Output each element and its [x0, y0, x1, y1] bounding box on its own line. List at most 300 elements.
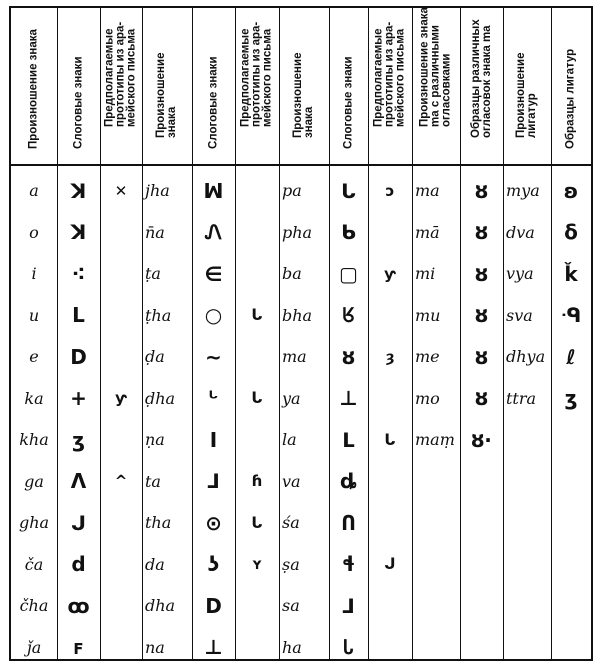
- glyph-cell: [368, 585, 412, 627]
- glyph-cell: [100, 212, 142, 254]
- pronunciation-text: sva: [506, 305, 533, 325]
- glyph-cell: [100, 378, 142, 420]
- column-divider: [279, 8, 280, 659]
- glyph-cell: [329, 627, 368, 669]
- pronunciation-text: kha: [19, 430, 49, 450]
- pronunciation-cell: [142, 212, 192, 254]
- glyph-text: Ո: [341, 510, 356, 535]
- table-row: [11, 253, 591, 295]
- pronunciation-text: śa: [282, 513, 300, 533]
- pronunciation-cell: [503, 378, 551, 420]
- pronunciation-text: pha: [282, 222, 313, 242]
- glyph-cell: [329, 419, 368, 461]
- glyph-cell: [235, 461, 279, 503]
- glyph-cell: [460, 461, 503, 503]
- glyph-text: ƴ: [115, 389, 127, 408]
- glyph-text: ꓘ: [70, 220, 87, 245]
- glyph-text: ᒪ: [342, 427, 355, 452]
- glyph-text: ʏ: [251, 555, 263, 574]
- pronunciation-cell: [11, 336, 57, 378]
- header-label: Слоговые знаки: [207, 56, 219, 149]
- pronunciation-cell: [503, 544, 551, 586]
- pronunciation-text: sa: [282, 596, 300, 616]
- header-label: Произношение лигатур: [515, 52, 538, 138]
- pronunciation-cell: [11, 419, 57, 461]
- glyph-text: ⊥: [339, 386, 358, 411]
- column-divider: [412, 8, 413, 659]
- glyph-cell: [57, 336, 100, 378]
- pronunciation-text: ča: [24, 554, 44, 574]
- glyph-cell: [57, 253, 100, 295]
- glyph-text: ȝ: [385, 347, 395, 366]
- glyph-cell: [368, 336, 412, 378]
- glyph-text: +: [70, 386, 87, 411]
- pronunciation-cell: [412, 295, 460, 337]
- pronunciation-text: da: [145, 554, 165, 574]
- pronunciation-text: tha: [145, 513, 172, 533]
- glyph-cell: [460, 627, 503, 669]
- glyph-cell: [57, 378, 100, 420]
- pronunciation-cell: [142, 502, 192, 544]
- pronunciation-text: ṭa: [145, 264, 161, 284]
- glyph-cell: [57, 461, 100, 503]
- pronunciation-cell: [503, 295, 551, 337]
- header-cell: [11, 8, 57, 164]
- header-cell: [100, 8, 142, 164]
- pronunciation-cell: [142, 544, 192, 586]
- glyph-cell: [192, 544, 235, 586]
- glyph-text: ℓ: [566, 344, 576, 369]
- glyph-text: ꟽ: [203, 178, 224, 203]
- glyph-cell: [329, 295, 368, 337]
- glyph-text: ʒ: [564, 386, 578, 411]
- pronunciation-cell: [503, 170, 551, 212]
- glyph-text: ᒐ: [251, 389, 263, 408]
- header-label: Произношение знака ma с различными огласовками: [418, 7, 453, 127]
- pronunciation-cell: [279, 336, 329, 378]
- glyph-text: ᒐ: [251, 306, 263, 325]
- column-divider: [503, 8, 504, 659]
- glyph-text: ᒡ: [208, 386, 219, 411]
- glyph-text: ȣ: [474, 303, 489, 328]
- pronunciation-cell: [412, 170, 460, 212]
- pronunciation-text: va: [282, 471, 301, 491]
- pronunciation-text: ta: [145, 471, 161, 491]
- pronunciation-text: ba: [282, 264, 302, 284]
- table-row: [11, 212, 591, 254]
- pronunciation-text: jha: [145, 181, 170, 201]
- glyph-cell: [551, 336, 591, 378]
- glyph-text: ȣ: [474, 220, 489, 245]
- glyph-text: ȣ: [341, 344, 356, 369]
- glyph-text: Ꮣ: [343, 635, 354, 660]
- glyph-cell: [100, 419, 142, 461]
- pronunciation-cell: [142, 378, 192, 420]
- glyph-text: ✕: [114, 181, 128, 200]
- pronunciation-cell: [279, 212, 329, 254]
- glyph-text: ʒ: [72, 427, 85, 452]
- glyph-text: ᒍ: [71, 510, 86, 535]
- glyph-text: ∼: [205, 344, 222, 369]
- pronunciation-text: mya: [506, 181, 540, 201]
- glyph-text: ᒐ: [384, 430, 396, 449]
- header-label: Образцы различных огласовок знака ma: [469, 19, 493, 138]
- table-row: [11, 170, 591, 212]
- pronunciation-cell: [503, 253, 551, 295]
- glyph-text: ᒍ: [384, 555, 396, 574]
- pronunciation-text: ya: [282, 388, 301, 408]
- header-cell: [142, 8, 192, 164]
- pronunciation-text: ma: [282, 347, 307, 367]
- glyph-text: D: [205, 593, 222, 618]
- pronunciation-cell: [279, 627, 329, 669]
- header-label: Произношение знака: [292, 52, 315, 138]
- pronunciation-text: maṃ: [415, 430, 455, 450]
- column-divider: [329, 8, 330, 659]
- pronunciation-text: ḍha: [145, 388, 176, 408]
- glyph-cell: [192, 253, 235, 295]
- glyph-cell: [329, 253, 368, 295]
- glyph-cell: [100, 627, 142, 669]
- glyph-text: D: [70, 344, 87, 369]
- glyph-text: ƴ: [384, 264, 396, 283]
- glyph-cell: [192, 378, 235, 420]
- pronunciation-cell: [11, 295, 57, 337]
- pronunciation-cell: [142, 585, 192, 627]
- header-label: Слоговые знаки: [72, 56, 84, 149]
- column-divider: [460, 8, 461, 659]
- pronunciation-text: bha: [282, 305, 313, 325]
- header-cell: [57, 8, 100, 164]
- pronunciation-cell: [412, 378, 460, 420]
- glyph-cell: [368, 627, 412, 669]
- header-label: Предполагаемые прототипы из ара- мейского письма: [372, 21, 407, 127]
- glyph-cell: [100, 461, 142, 503]
- glyph-cell: [460, 253, 503, 295]
- pronunciation-cell: [412, 336, 460, 378]
- pronunciation-cell: [412, 419, 460, 461]
- glyph-text: ɔ: [385, 181, 395, 200]
- pronunciation-text: ṇa: [145, 430, 165, 450]
- glyph-cell: [329, 461, 368, 503]
- pronunciation-cell: [412, 502, 460, 544]
- table-row: [11, 336, 591, 378]
- glyph-cell: [235, 419, 279, 461]
- glyph-cell: [57, 585, 100, 627]
- glyph-text: Λ: [70, 469, 87, 494]
- glyph-cell: [329, 336, 368, 378]
- glyph-cell: [235, 295, 279, 337]
- column-divider: [142, 8, 143, 659]
- glyph-cell: [100, 170, 142, 212]
- glyph-text: ȣ: [474, 344, 489, 369]
- glyph-cell: [57, 170, 100, 212]
- glyph-cell: [551, 419, 591, 461]
- pronunciation-cell: [503, 336, 551, 378]
- pronunciation-cell: [142, 336, 192, 378]
- glyph-cell: [368, 502, 412, 544]
- glyph-text: I: [209, 427, 218, 452]
- glyph-cell: [235, 253, 279, 295]
- glyph-cell: [57, 212, 100, 254]
- pronunciation-cell: [279, 295, 329, 337]
- glyph-cell: [368, 544, 412, 586]
- pronunciation-text: vya: [506, 264, 534, 284]
- glyph-text: ⁖: [71, 261, 86, 286]
- glyph-cell: [460, 212, 503, 254]
- glyph-cell: [100, 502, 142, 544]
- glyph-cell: [192, 502, 235, 544]
- glyph-cell: [192, 585, 235, 627]
- header-label: Слоговые знаки: [342, 56, 354, 149]
- pronunciation-cell: [11, 627, 57, 669]
- pronunciation-cell: [142, 461, 192, 503]
- column-divider: [57, 8, 58, 659]
- glyph-text: ʖ: [207, 552, 220, 577]
- glyph-text: ∈: [204, 261, 223, 286]
- glyph-text: δ: [564, 220, 578, 245]
- glyph-cell: [551, 378, 591, 420]
- glyph-cell: [368, 419, 412, 461]
- glyph-cell: [460, 378, 503, 420]
- pronunciation-text: o: [29, 222, 39, 242]
- glyph-cell: [235, 170, 279, 212]
- glyph-cell: [57, 544, 100, 586]
- glyph-cell: [192, 336, 235, 378]
- pronunciation-text: me: [415, 347, 440, 367]
- header-cell: [368, 8, 412, 164]
- pronunciation-text: ǰa: [26, 637, 42, 657]
- pronunciation-cell: [11, 212, 57, 254]
- glyph-cell: [551, 627, 591, 669]
- glyph-cell: [368, 461, 412, 503]
- pronunciation-cell: [503, 419, 551, 461]
- table-row: [11, 627, 591, 669]
- pronunciation-cell: [503, 627, 551, 669]
- glyph-cell: [368, 378, 412, 420]
- glyph-cell: [551, 170, 591, 212]
- glyph-cell: [460, 295, 503, 337]
- pronunciation-text: mu: [415, 305, 441, 325]
- pronunciation-cell: [142, 627, 192, 669]
- glyph-cell: [100, 585, 142, 627]
- table-row: [11, 544, 591, 586]
- pronunciation-text: ka: [24, 388, 44, 408]
- glyph-cell: [460, 585, 503, 627]
- glyph-text: ᑲ: [341, 220, 356, 245]
- pronunciation-cell: [503, 212, 551, 254]
- table-row: [11, 585, 591, 627]
- table-header: [11, 8, 591, 166]
- glyph-cell: [235, 585, 279, 627]
- pronunciation-cell: [279, 461, 329, 503]
- glyph-cell: [329, 212, 368, 254]
- header-cell: [503, 8, 551, 164]
- pronunciation-cell: [279, 419, 329, 461]
- glyph-cell: [235, 627, 279, 669]
- pronunciation-text: mā: [415, 222, 440, 242]
- glyph-text: ▢: [339, 261, 358, 286]
- pronunciation-text: u: [28, 305, 40, 325]
- pronunciation-cell: [11, 585, 57, 627]
- glyph-cell: [460, 502, 503, 544]
- pronunciation-text: i: [31, 264, 37, 284]
- column-divider: [100, 8, 101, 659]
- pronunciation-cell: [279, 502, 329, 544]
- table-row: [11, 378, 591, 420]
- glyph-text: L: [72, 303, 85, 328]
- header-cell: [551, 8, 591, 164]
- glyph-text: ᒧ: [207, 469, 220, 494]
- glyph-cell: [192, 212, 235, 254]
- glyph-text: ȣ: [474, 178, 489, 203]
- pronunciation-text: ga: [24, 471, 44, 491]
- header-cell: [192, 8, 235, 164]
- glyph-text: ᖉ: [342, 303, 355, 328]
- glyph-text: ᒧ: [342, 593, 355, 618]
- glyph-cell: [460, 336, 503, 378]
- glyph-cell: [57, 295, 100, 337]
- pronunciation-cell: [142, 295, 192, 337]
- header-cell: [279, 8, 329, 164]
- header-cell: [329, 8, 368, 164]
- pronunciation-cell: [279, 585, 329, 627]
- header-label: Произношение знака: [27, 29, 40, 149]
- pronunciation-text: na: [145, 637, 165, 657]
- glyph-cell: [235, 502, 279, 544]
- glyph-text: ⊙: [205, 510, 222, 535]
- glyph-cell: [329, 170, 368, 212]
- glyph-cell: [329, 544, 368, 586]
- pronunciation-text: a: [29, 181, 39, 201]
- glyph-cell: [57, 627, 100, 669]
- glyph-text: ꜰ: [72, 635, 85, 660]
- glyph-cell: [235, 336, 279, 378]
- pronunciation-cell: [412, 212, 460, 254]
- glyph-cell: [368, 212, 412, 254]
- glyph-text: ꓘ: [70, 178, 87, 203]
- glyph-cell: [460, 419, 503, 461]
- glyph-text: ⊥: [204, 635, 223, 660]
- glyph-text: ɬ: [341, 552, 356, 577]
- glyph-text: ᒐ: [341, 178, 356, 203]
- pronunciation-text: dhya: [506, 347, 546, 367]
- table-row: [11, 419, 591, 461]
- column-divider: [235, 8, 236, 659]
- header-cell: [235, 8, 279, 164]
- glyph-cell: [100, 544, 142, 586]
- pronunciation-cell: [11, 461, 57, 503]
- pronunciation-text: e: [29, 347, 39, 367]
- pronunciation-cell: [11, 253, 57, 295]
- pronunciation-text: pa: [282, 181, 302, 201]
- sign-table: [9, 6, 593, 661]
- pronunciation-cell: [11, 378, 57, 420]
- pronunciation-cell: [279, 544, 329, 586]
- glyph-cell: [235, 212, 279, 254]
- glyph-text: ʚ: [563, 178, 579, 203]
- pronunciation-text: mi: [415, 264, 436, 284]
- pronunciation-cell: [412, 544, 460, 586]
- pronunciation-cell: [412, 585, 460, 627]
- glyph-cell: [460, 544, 503, 586]
- glyph-text: d: [71, 552, 86, 577]
- glyph-cell: [192, 419, 235, 461]
- header-cell: [412, 8, 460, 164]
- pronunciation-text: ttra: [506, 388, 537, 408]
- pronunciation-cell: [279, 253, 329, 295]
- glyph-cell: [192, 170, 235, 212]
- pronunciation-cell: [503, 461, 551, 503]
- glyph-cell: [57, 419, 100, 461]
- glyph-text: Ꮑ: [205, 220, 222, 245]
- header-label: Предполагаемые прототипы из ара- мейского письма: [103, 21, 138, 127]
- pronunciation-text: dha: [145, 596, 176, 616]
- glyph-text: ȣ: [474, 261, 489, 286]
- glyph-text: ᑴ: [560, 303, 582, 328]
- glyph-text: ȡ: [339, 469, 358, 494]
- glyph-text: ɦ: [251, 472, 263, 491]
- glyph-text: ǩ: [564, 261, 578, 286]
- glyph-cell: [192, 295, 235, 337]
- table-row: [11, 295, 591, 337]
- glyph-cell: [235, 544, 279, 586]
- glyph-cell: [329, 378, 368, 420]
- glyph-cell: [368, 295, 412, 337]
- glyph-text: ᒐ: [251, 513, 263, 532]
- glyph-text: ȣ: [474, 386, 489, 411]
- pronunciation-cell: [142, 170, 192, 212]
- header-label: Образцы лигатур: [564, 48, 577, 149]
- pronunciation-cell: [503, 585, 551, 627]
- header-label: Предполагаемые прототипы из ара- мейского письма: [239, 21, 274, 127]
- pronunciation-cell: [11, 502, 57, 544]
- pronunciation-cell: [11, 544, 57, 586]
- glyph-text: ȣ·: [471, 427, 492, 452]
- glyph-cell: [551, 502, 591, 544]
- pronunciation-text: dva: [506, 222, 535, 242]
- glyph-cell: [368, 170, 412, 212]
- column-divider: [368, 8, 369, 659]
- column-divider: [192, 8, 193, 659]
- glyph-cell: [235, 378, 279, 420]
- glyph-cell: [551, 461, 591, 503]
- pronunciation-cell: [142, 419, 192, 461]
- glyph-text: ^: [114, 472, 128, 491]
- glyph-cell: [57, 502, 100, 544]
- glyph-cell: [551, 253, 591, 295]
- pronunciation-text: ṣa: [282, 554, 300, 574]
- column-divider: [551, 8, 552, 659]
- pronunciation-text: n̄a: [145, 222, 165, 242]
- glyph-text: ꝏ: [67, 593, 90, 618]
- glyph-cell: [460, 170, 503, 212]
- glyph-cell: [551, 212, 591, 254]
- pronunciation-text: čha: [19, 596, 49, 616]
- pronunciation-text: ḍa: [145, 347, 165, 367]
- header-cell: [460, 8, 503, 164]
- header-label: Произношение знака: [155, 52, 178, 138]
- pronunciation-cell: [279, 378, 329, 420]
- pronunciation-cell: [412, 461, 460, 503]
- glyph-cell: [329, 585, 368, 627]
- glyph-cell: [100, 336, 142, 378]
- table-row: [11, 502, 591, 544]
- glyph-cell: [100, 253, 142, 295]
- pronunciation-cell: [142, 253, 192, 295]
- pronunciation-text: ma: [415, 181, 440, 201]
- glyph-cell: [551, 295, 591, 337]
